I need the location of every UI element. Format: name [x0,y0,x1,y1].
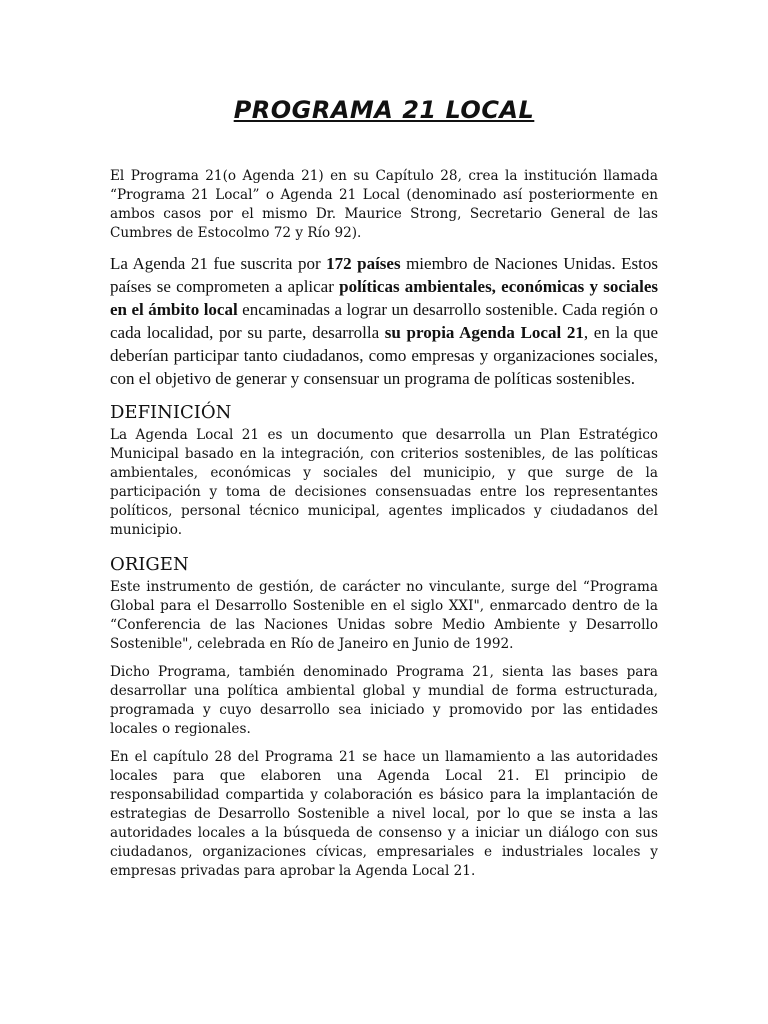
origen-paragraph-2: Dicho Programa, también denominado Programa 21, sienta las bases para desarrollar una política ambiental global y mundial de forma estructurada, programada y cuyo desarrollo sea iniciado y promovido por las entidades locales o regionales. [110,664,658,737]
agenda-bold-3: su propia Agenda Local 21 [384,323,584,342]
definicion-paragraph: La Agenda Local 21 es un documento que desarrolla un Plan Estratégico Municipal basado en la integración, con criterios sostenibles, de las políticas ambientales, económicas y sociales del municipio, y que surge de la participación y toma de decisiones consensuadas entre los representantes políticos, personal técnico municipal, agentes implicados y ciudadanos del municipio. [110,427,658,538]
intro-paragraph: El Programa 21(o Agenda 21) en su Capítulo 28, crea la institución llamada “Programa 21 Local” o Agenda 21 Local (denominado así posteriormente en ambos casos por el mismo Dr. Maurice Strong, Secretario General de las Cumbres de Estocolmo 72 y Río 92). [110,168,658,241]
agenda-bold-1: 172 países [326,254,401,273]
agenda-text-2: miembro de Naciones Unidas. Estos países se comprometen a aplicar [110,254,658,296]
agenda-text-4: , en la que deberían participar tanto ciudadanos, como empresas y organizaciones sociales, con el objetivo de generar y consensuar un programa de políticas sostenibles. [110,323,659,388]
agenda-paragraph [110,252,658,390]
agenda-bold-2: políticas ambientales, económicas y sociales en el ámbito local [110,277,658,319]
document-title: PROGRAMA 21 LOCAL [233,96,535,124]
origen-paragraph-3: En el capítulo 28 del Programa 21 se hace un llamamiento a las autoridades locales para que elaboren una Agenda Local 21. El principio de responsabilidad compartida y colaboración es básico para la implantación de estrategias de Desarrollo Sostenible a nivel local, por lo que se insta a las autoridades locales a la búsqueda de consenso y a iniciar un diálogo con sus ciudadanos, organizaciones cívicas, empresariales e industriales locales y empresas privadas para aprobar la Agenda Local 21. [110,749,658,879]
definicion-heading: DEFINICIÓN [110,402,232,423]
agenda-text-3: encaminadas a lograr un desarrollo sostenible. Cada región o cada localidad, por su parte, desarrolla [110,300,658,342]
agenda-text-1: La Agenda 21 fue suscrita por [110,254,327,273]
origen-paragraph-1: Este instrumento de gestión, de carácter no vinculante, surge del “Programa Global para el Desarrollo Sostenible en el siglo XXI", enmarcado dentro de la “Conferencia de las Naciones Unidas sobre Medio Ambiente y Desarrollo Sostenible", celebrada en Río de Janeiro en Junio de 1992. [110,579,658,652]
origen-heading: ORIGEN [110,554,189,575]
